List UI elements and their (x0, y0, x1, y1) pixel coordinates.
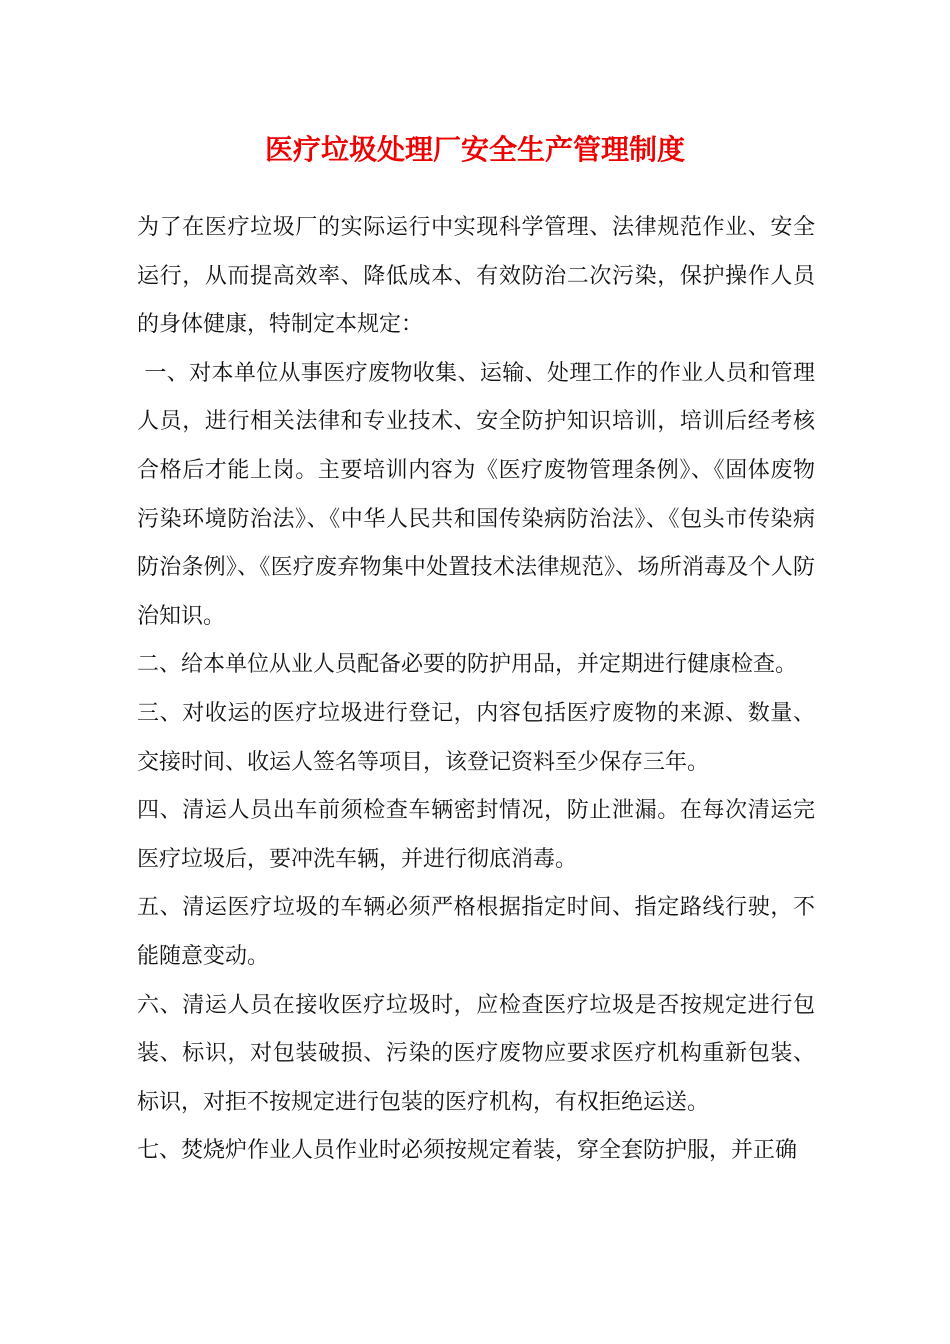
paragraph-item-4: 四、清运人员出车前须检查车辆密封情况，防止泄漏。在每次清运完医疗垃圾后，要冲洗车辆，并进行彻底消毒。 (137, 798, 815, 872)
paragraph-item-7: 七、焚烧炉作业人员作业时必须按规定着装，穿全套防护服，并正确 (137, 1138, 798, 1164)
paragraph-item-3: 三、对收运的医疗垃圾进行登记，内容包括医疗废物的来源、数量、交接时间、收运人签名等项目，该登记资料至少保存三年。 (137, 700, 815, 775)
paragraph-item-1: 一、对本单位从事医疗废物收集、运输、处理工作的作业人员和管理人员，进行相关法律和专业技术、安全防护知识培训，培训后经考核合格后才能上岗。主要培训内容为《医疗废物管理条例》、《固体废物污染环境防治法》、《中华人民共和国传染病防治法》、《包头市传染病防治条例》、《医疗废弃物集中处置技术法律规范》、场所消毒及个人防治知识。 (137, 360, 815, 629)
paragraph-item-2: 二、给本单位从业人员配备必要的防护用品，并定期进行健康检查。 (137, 652, 798, 678)
paragraph-item-6: 六、清运人员在接收医疗垃圾时，应检查医疗垃圾是否按规定进行包装、标识，对包装破损、污染的医疗废物应要求医疗机构重新包装、标识，对拒不按规定进行包装的医疗机构，有权拒绝运送。 (137, 992, 815, 1115)
paragraph-intro: 为了在医疗垃圾厂的实际运行中实现科学管理、法律规范作业、安全运行，从而提高效率、降低成本、有效防治二次污染，保护操作人员的身体健康，特制定本规定： (137, 215, 815, 338)
paragraph-item-5: 五、清运医疗垃圾的车辆必须严格根据指定时间、指定路线行驶，不能随意变动。 (137, 895, 815, 969)
document-title: 医疗垃圾处理厂安全生产管理制度 (264, 133, 685, 166)
document-body (137, 204, 815, 1176)
